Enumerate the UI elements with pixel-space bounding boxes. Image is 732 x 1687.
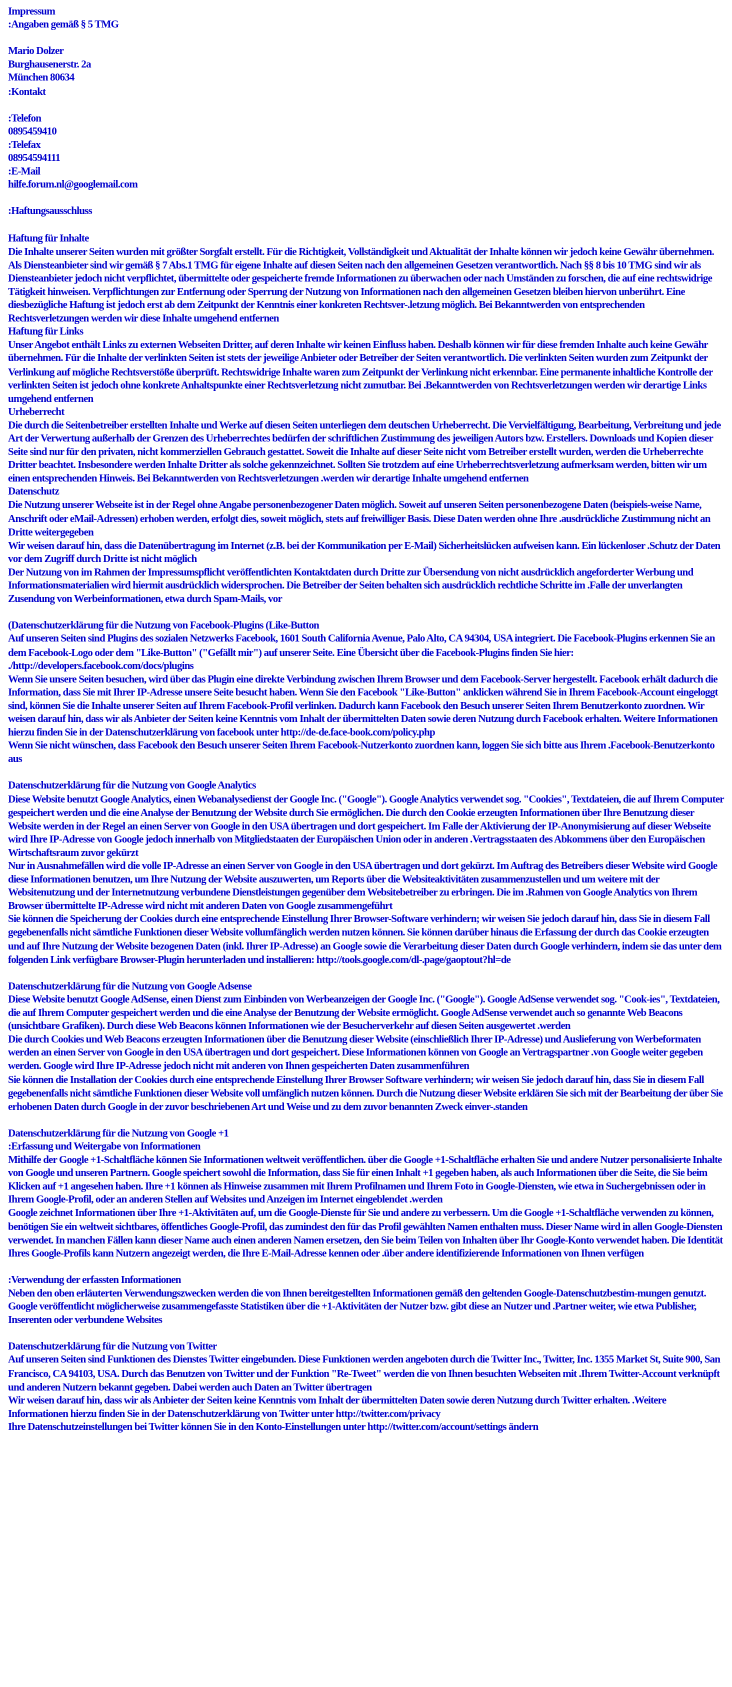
privacy-text-3: Der Nutzung von im Rahmen der Impressumspflicht veröffentlichten Kontaktdaten durch Dritte zur Übersendung von nicht ausdrücklich angeforderter Werbung und Informationsmaterialien wird hiermit ausdrücklich widersprochen. Die Betreiber der Seiten behalten sich ausdrücklich rechtliche Schritte im .Falle der unverlangten Zusendung von Werbeinformationen, etwa durch Spam-Mails, vor bbox=[8, 567, 694, 605]
adsense-text-2: Die durch Cookies und Web Beacons erzeugten Informationen über die Benutzung dieser Website (einschließlich Ihrer IP-Adresse) und Auslieferung von Werbeformaten werden an einen Server von Google in den USA übertragen und dort gespeichert. Diese Informationen können von Google an Vertragspartner .von Google weiter gegeben werden. Google wird Ihre IP-Adresse jedoch nicht mit anderen von Ihnen gespeicherten Daten zusammenführen bbox=[8, 1034, 703, 1073]
spacer bbox=[8, 1261, 725, 1274]
twitter-text-3: Ihre Datenschutzeinstellungen bei Twitter können Sie in den Konto-Einstellungen unter http://twitter.com/account/settings ändern bbox=[8, 1421, 539, 1434]
spacer bbox=[8, 1114, 725, 1127]
privacy-text-2: Wir weisen darauf hin, dass die Datenübertragung im Internet (z.B. bei der Kommunikation per E-Mail) Sicherheitslücken aufweisen kann. Ein lückenloser .Schutz der Daten vor dem Zugriff durch Dritte ist nicht möglich bbox=[8, 540, 721, 565]
page-title: Impressum bbox=[8, 6, 55, 18]
phone-number: 0895459410 bbox=[8, 126, 57, 138]
facebook-heading: (Datenschutzerklärung für die Nutzung von Facebook-Plugins (Like-Button bbox=[8, 620, 319, 632]
content-liability-heading: Haftung für Inhalte bbox=[8, 233, 89, 245]
copyright-text: Die durch die Seitenbetreiber erstellten Inhalte und Werke auf diesen Seiten unterliegen dem deutschen Urheberrecht. Die Vervielfältigung, Bearbeitung, Verbreitung und jede Art der Verwertung außerhalb der Grenzen des Urheberrechtes bedürfen der schriftlichen Zustimmung des jeweiligen Autors bzw. Erstellers. Downloads und Kopien dieser Seite sind nur für den privaten, nicht kommerziellen Gebrauch gestattet. Soweit die Inhalte auf dieser Seite nicht vom Betreiber erstellt wurden, werden die Urheberrechte Dritter beachtet. Insbesondere werden Inhalte Dritter als solche gekennzeichnet. Sollten Sie trotzdem auf eine Urheberrechtsverletzung aufmerksam werden, bitten wir um einen entsprechenden Hinweis. Bei Bekanntwerden von Rechtsverletzungen .werden wir derartige Inhalte umgehend entfernen bbox=[8, 420, 721, 485]
analytics-text-1: Diese Website benutzt Google Analytics, einen Webanalysedienst der Google Inc. ("Google"). Google Analytics verwendet sog. "Cookies", Textdateien, die auf Ihrem Computer gespeichert werden und die eine Analyse der Benutzung der Website durch Sie ermöglichen. Die durch den Cookie erzeugten Informationen über Ihre Benutzung dieser Website werden in der Regel an einen Server von Google in den USA übertragen und dort gespeichert. Im Falle der Aktivierung der IP-Anonymisierung auf dieser Webseite wird Ihre IP-Adresse von Google jedoch innerhalb von Mitgliedstaaten der Europäischen Union oder in anderen .Vertragsstaaten des Abkommens über den Europäischen Wirtschaftsraum zuvor gekürzt bbox=[8, 794, 724, 859]
spacer bbox=[8, 967, 725, 980]
googleplus-subheading: :Erfassung und Weitergabe von Informationen bbox=[8, 1141, 201, 1153]
spacer bbox=[8, 766, 725, 779]
facebook-text-2: Wenn Sie unsere Seiten besuchen, wird über das Plugin eine direkte Verbindung zwischen Ihrem Browser und dem Facebook-Server hergestellt. Facebook erhält dadurch die Information, dass Sie mit Ihrer IP-Adresse unsere Seite besucht haben. Wenn Sie den Facebook "Like-Button" anklicken während Sie in Ihrem Facebook-Account eingeloggt sind, können Sie die Inhalte unserer Seiten auf Ihrem Facebook-Profil verlinken. Dadurch kann Facebook den Besuch unserer Seiten Ihrem Benutzerkonto zuordnen. Wir weisen darauf hin, dass wir als Anbieter der Seiten keine Kenntnis vom Inhalt der übermittelten Daten sowie deren Nutzung durch Facebook erhalten. Weitere Informationen hierzu finden Sie in der Datenschutzerklärung von facebook unter http://de-de.face-book.com/policy.php bbox=[8, 673, 718, 739]
disclaimer-title: :Haftungsausschluss bbox=[8, 206, 92, 218]
twitter-text-2: Wir weisen darauf hin, dass wir als Anbieter der Seiten keine Kenntnis vom Inhalt der übermittelten Daten sowie deren Nutzung durch Twitter erhalten. .Weitere Informationen hierzu finden Sie in der Datenschutzerklärung von Twitter unter http://twitter.com/privacy bbox=[8, 1395, 667, 1420]
email-address: hilfe.forum.nl@googlemail.com bbox=[8, 179, 138, 191]
content-liability-text: Die Inhalte unserer Seiten wurden mit größter Sorgfalt erstellt. Für die Richtigkeit, Vollständigkeit und Aktualität der Inhalte können wir jedoch keine Gewähr übernehmen. Als Diensteanbieter sind wir gemäß § 7 Abs.1 TMG für eigene Inhalte auf diesen Seiten nach den allgemeinen Gesetzen verantwortlich. Nach §§ 8 bis 10 TMG sind wir als Diensteanbieter jedoch nicht verpflichtet, übermittelte oder gespeicherte fremde Informationen zu überwachen oder nach Umständen zu forschen, die auf eine rechtswidrige Tätigkeit hinweisen. Verpflichtungen zur Entfernung oder Sperrung der Nutzung von Informationen nach den allgemeinen Gesetzen bleiben hiervon unberührt. Eine diesbezügliche Haftung ist jedoch erst ab dem Zeitpunkt der Kenntnis einer konkreten Rechtsver-.letzung möglich. Bei Bekanntwerden von entsprechenden Rechtsverletzungen werden wir diese Inhalte umgehend entfernen bbox=[8, 246, 714, 325]
googleplus-usage-text: Neben den oben erläuterten Verwendungszwecken werden die von Ihnen bereitgestellten Informationen gemäß den geltenden Google-Datenschutzbestim-mungen genutzt. Google veröffentlicht möglicherweise zusammengefasste Statistiken über die +1-Aktivitäten der Nutzer bzw. gibt diese an Nutzer und .Partner weiter, wie etwa Publisher, Inserenten oder verbundene Websites bbox=[8, 1288, 706, 1327]
link-liability-heading: Haftung für Links bbox=[8, 326, 84, 338]
adsense-text-1: Diese Website benutzt Google AdSense, einen Dienst zum Einbinden von Werbeanzeigen der Google Inc. ("Google"). Google AdSense verwendet sog. "Cook-ies", Textdateien, die auf Ihrem Computer gespeichert werden und die eine Analyse der Benutzung der Website ermöglicht. Google AdSense verwendet auch so genannte Web Beacons (unsichtbare Grafiken). Durch diese Web Beacons können Informationen wie der Besucherverkehr auf diesen Seiten ausgewertet .werden bbox=[8, 994, 720, 1033]
adsense-text-3: Sie können die Installation der Cookies durch eine entsprechende Einstellung Ihrer Browser Software verhindern; wir weisen Sie jedoch darauf hin, dass Sie in diesem Fall gegebenenfalls nicht sämtliche Funktionen dieser Website voll umfänglich nutzen können. Durch die Nutzung dieser Website erklären Sie sich mit der Bearbeitung der über Sie erhobenen Daten durch Google in der zuvor beschriebenen Art und Weise und zu dem zuvor benannten Zweck einver-.standen bbox=[8, 1074, 723, 1113]
twitter-heading: Datenschutzerklärung für die Nutzung von Twitter bbox=[8, 1341, 217, 1353]
copyright-heading: Urheberrecht bbox=[8, 406, 65, 419]
owner-street: Burghausenerstr. 2a bbox=[8, 59, 91, 71]
owner-name: Mario Dolzer bbox=[8, 46, 64, 58]
spacer bbox=[8, 1327, 725, 1340]
contact-label: :Kontakt bbox=[8, 86, 46, 98]
facebook-text-3: Wenn Sie nicht wünschen, dass Facebook den Besuch unserer Seiten Ihrem Facebook-Nutzerkonto zuordnen kann, loggen Sie sich bitte aus Ihrem .Facebook-Benutzerkonto aus bbox=[8, 740, 715, 766]
link-liability-text: Unser Angebot enthält Links zu externen Webseiten Dritter, auf deren Inhalte wir keinen Einfluss haben. Deshalb können wir für diese fremden Inhalte auch keine Gewähr übernehmen. Für die Inhalte der verlinkten Seiten ist stets der jeweilige Anbieter oder Betreiber der Seiten verantwortlich. Die verlinkten Seiten wurden zum Zeitpunkt der Verlinkung auf mögliche Rechtsverstöße überprüft. Rechtswidrige Inhalte waren zum Zeitpunkt der Verlinkung nicht erkennbar. Eine permanente inhaltliche Kontrolle der verlinkten Seiten ist jedoch ohne konkrete Anhaltspunkte einer Rechtsverletzung nicht zumutbar. Bei .Bekanntwerden von Rechtsverletzungen werden wir derartige Links umgehend entfernen bbox=[8, 340, 713, 405]
spacer bbox=[8, 99, 725, 112]
adsense-heading: Datenschutzerklärung für die Nutzung von Google Adsense bbox=[8, 981, 252, 993]
googleplus-text-1: Mithilfe der Google +1-Schaltfläche können Sie Informationen weltweit veröffentlichen. über die Google +1-Schaltfläche erhalten Sie und andere Nutzer personalisierte Inhalte von Google und unseren Partnern. Google speichert sowohl die Information, dass Sie für einen Inhalt +1 gegeben haben, als auch Informationen über die Seite, die Sie beim Klicken auf +1 angesehen haben. Ihre +1 können als Hinweise zusammen mit Ihrem Profilnamen und Ihrem Foto in Google-Diensten, wie etwa in Suchergebnissen oder in Ihrem Google-Profil, oder an anderen Stellen auf Websites und Anzeigen im Internet eingeblendet .werden bbox=[8, 1154, 722, 1206]
privacy-text-1: Die Nutzung unserer Webseite ist in der Regel ohne Angabe personenbezogener Daten möglich. Soweit auf unseren Seiten personenbezogene Daten (beispiels-weise Name, Anschrift oder eMail-Adressen) erhoben werden, erfolgt dies, soweit möglich, stets auf freiwilliger Basis. Diese Daten werden ohne Ihre .ausdrückliche Zustimmung nicht an Dritte weitergegeben bbox=[8, 500, 711, 539]
owner-city: München 80634 bbox=[8, 72, 75, 85]
spacer bbox=[8, 32, 725, 45]
spacer bbox=[8, 192, 725, 205]
spacer bbox=[8, 606, 725, 619]
email-label: :E-Mail bbox=[8, 166, 41, 178]
tmg-subtitle: :Angaben gemäß § 5 TMG bbox=[8, 19, 119, 31]
googleplus-heading: Datenschutzerklärung für die Nutzung von Google +1 bbox=[8, 1127, 229, 1140]
facebook-text-1: Auf unseren Seiten sind Plugins des sozialen Netzwerks Facebook, 1601 South California Avenue, Palo Alto, CA 94304, USA integriert. Die Facebook-Plugins erkennen Sie an dem Facebook-Logo oder dem "Like-Button" ("Gefällt mir") auf unserer Seite. Eine Übersicht über die Facebook-Plugins finden Sie hier: ./http://developers.facebook.com/docs/plugins bbox=[8, 633, 715, 672]
analytics-heading: Datenschutzerklärung für die Nutzung von Google Analytics bbox=[8, 780, 256, 792]
googleplus-text-2: Google zeichnet Informationen über Ihre +1-Aktivitäten auf, um die Google-Dienste für Sie und andere zu verbessern. Um die Google +1-Schaltfläche verwenden zu können, benötigen Sie ein weltweit sichtbares, öffentliches Google-Profil, das zumindest den für das Profil gewählten Namen enthalten muss. Dieser Name wird in allen Google-Diensten verwendet. In manchen Fällen kann dieser Name auch einen anderen Namen ersetzen, den Sie beim Teilen von Inhalten über Ihr Google-Konto verwendet haben. Die Identität Ihres Google-Profils kann Nutzern angezeigt werden, die Ihre E-Mail-Adresse kennen oder .über andere identifizierende Informationen von Ihnen verfügen bbox=[8, 1208, 723, 1260]
analytics-text-3: Sie können die Speicherung der Cookies durch eine entsprechende Einstellung Ihrer Browser-Software verhindern; wir weisen Sie jedoch darauf hin, dass Sie in diesem Fall gegebenenfalls nicht sämtliche Funktionen dieser Website vollumfänglich werden nutzen können. Sie können darüber hinaus die Erfassung der durch das Cookie erzeugten und auf Ihre Nutzung der Website bezogenen Daten (inkl. Ihrer IP-Adresse) an Google sowie die Verarbeitung dieser Daten durch Google verhindern, indem sie das unter dem folgenden Link verfügbare Browser-Plugin herunterladen und installieren: http://tools.google.com/dl-.page/gaoptout?hl=de bbox=[8, 914, 722, 966]
phone-label: :Telefon bbox=[8, 112, 42, 125]
twitter-text-1: Auf unseren Seiten sind Funktionen des Dienstes Twitter eingebunden. Diese Funktionen werden angeboten durch die Twitter Inc., Twitter, Inc. 1355 Market St, Suite 900, San Francisco, CA 94103, USA. Durch das Benutzen von Twitter und der Funktion "Re-Tweet" werden die von Ihnen besuchten Webseiten mit .Ihrem Twitter-Account verknüpft und anderen Nutzern bekannt gegeben. Dabei werden auch Daten an Twitter übertragen bbox=[8, 1355, 721, 1393]
privacy-heading: Datenschutz bbox=[8, 486, 59, 499]
spacer bbox=[8, 219, 725, 232]
fax-label: :Telefax bbox=[8, 139, 41, 151]
googleplus-usage-heading: :Verwendung der erfassten Informationen bbox=[8, 1274, 181, 1287]
fax-number: 08954594111 bbox=[8, 153, 61, 165]
analytics-text-2: Nur in Ausnahmefällen wird die volle IP-Adresse an einen Server von Google in den USA übertragen und dort gekürzt. Im Auftrag des Betreibers dieser Website wird Google diese Informationen benutzen, um Ihre Nutzung der Website auszuwerten, um Reports über die Websiteaktivitäten zusammenzustellen und um weitere mit der Websitenutzung und der Internetnutzung verbundene Dienstleistungen gegenüber dem Websitebetreiber zu erbringen. Die im .Rahmen von Google Analytics von Ihrem Browser übermittelte IP-Adresse wird nicht mit anderen Daten von Google zusammengeführt bbox=[8, 860, 718, 913]
